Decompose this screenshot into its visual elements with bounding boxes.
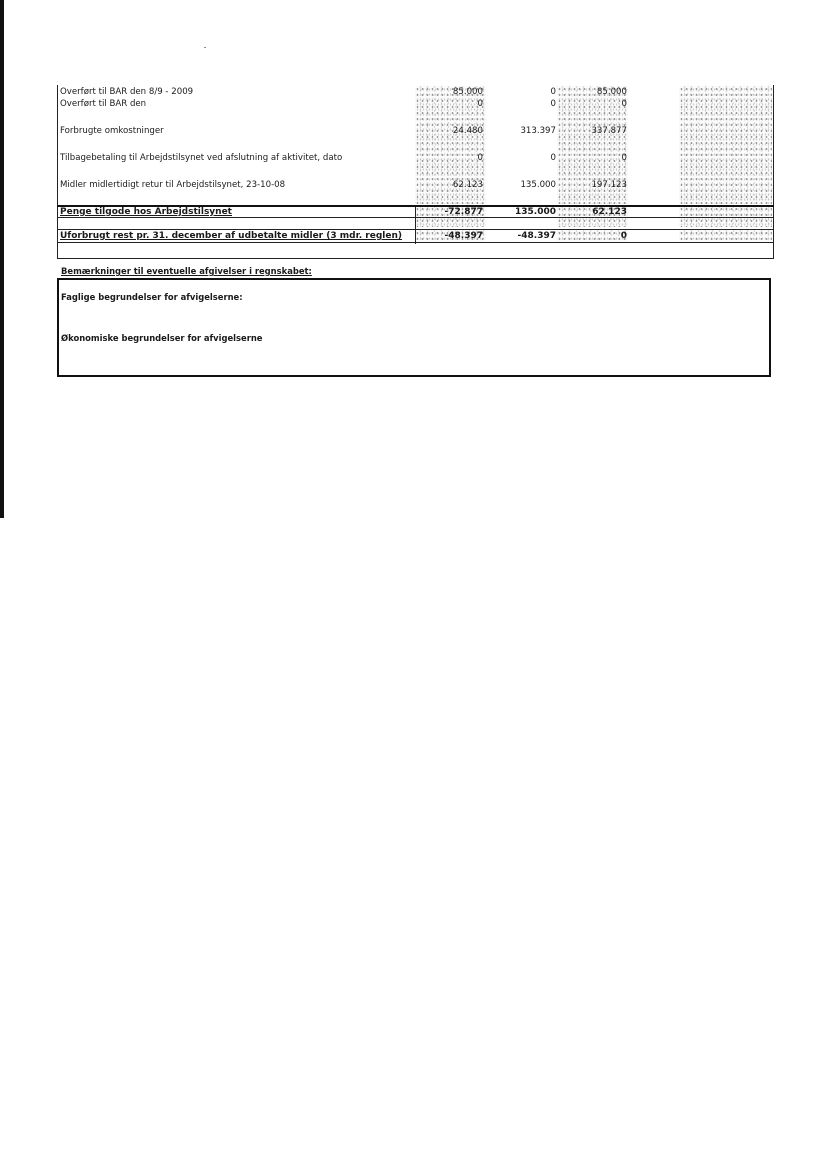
row-value-c1: 85.000 bbox=[452, 87, 483, 97]
row-value-c3: 337.877 bbox=[591, 126, 627, 136]
shaded-rest-row-5 bbox=[679, 230, 772, 242]
row-label: Overført til BAR den 8/9 - 2009 bbox=[60, 87, 194, 97]
shaded-column-5 bbox=[679, 86, 772, 204]
table-bottom-border bbox=[57, 258, 774, 259]
row-label: Overført til BAR den bbox=[60, 99, 147, 109]
row-value-c2: 0 bbox=[550, 153, 556, 163]
rest-value-c1: -48.397 bbox=[444, 231, 483, 241]
rest-label: Uforbrugt rest pr. 31. december af udbetalte midler (3 mdr. reglen) bbox=[60, 231, 402, 241]
row-value-c1: 0 bbox=[477, 153, 483, 163]
row-value-c1: 0 bbox=[477, 99, 483, 109]
rest-value-c3: 0 bbox=[620, 231, 627, 241]
row-value-c2: 0 bbox=[550, 99, 556, 109]
remarks-title: Bemærkninger til eventuelle afgivelser i regnskabet: bbox=[61, 266, 312, 276]
total-value-c2: 135.000 bbox=[515, 207, 556, 217]
budget-table bbox=[57, 85, 774, 259]
row-value-c3: 0 bbox=[621, 153, 627, 163]
row-value-c3: 197.123 bbox=[591, 180, 627, 190]
rest-value-c2: -48.397 bbox=[517, 231, 556, 241]
row-value-c1: 62.123 bbox=[452, 180, 483, 190]
row-label: Tilbagebetaling til Arbejdstilsynet ved afslutning af aktivitet, dato bbox=[60, 153, 343, 163]
faglige-label: Faglige begrundelser for afvigelserne: bbox=[61, 292, 243, 302]
table-left-border bbox=[57, 85, 58, 259]
row-value-c3: 0 bbox=[621, 99, 627, 109]
row-label: Midler midlertidigt retur til Arbejdstilsynet, 23-10-08 bbox=[60, 180, 286, 190]
row-value-c2: 0 bbox=[550, 87, 556, 97]
row-value-c2: 135.000 bbox=[520, 180, 556, 190]
table-right-border bbox=[773, 85, 774, 259]
remarks-box bbox=[57, 278, 771, 377]
row-value-c3: 85.000 bbox=[596, 87, 627, 97]
okonomiske-label: Økonomiske begrundelser for afvigelserne bbox=[61, 333, 263, 343]
rest-rule-bottom bbox=[57, 242, 774, 243]
total-value-c1: -72.877 bbox=[444, 207, 483, 217]
rest-rule-top bbox=[57, 229, 774, 230]
total-value-c3: 62.123 bbox=[592, 207, 627, 217]
scan-edge-bar bbox=[0, 0, 4, 518]
total-label: Penge tilgode hos Arbejdstilsynet bbox=[60, 207, 232, 217]
row-label: Forbrugte omkostninger bbox=[60, 126, 164, 136]
scan-dot bbox=[204, 47, 206, 48]
row-value-c2: 313.397 bbox=[520, 126, 556, 136]
row-value-c1: 24.480 bbox=[452, 126, 483, 136]
